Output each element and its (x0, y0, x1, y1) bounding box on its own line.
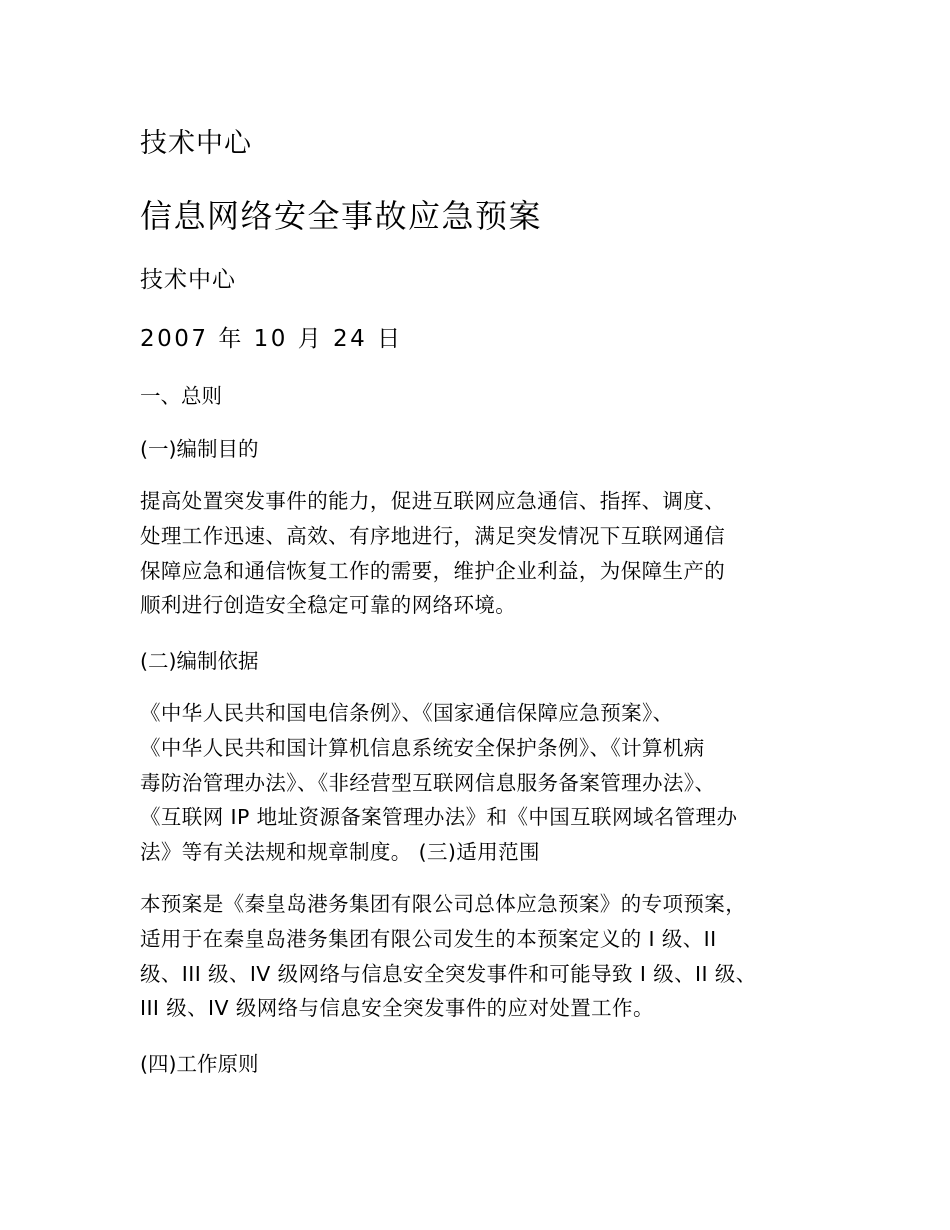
paragraph-line: 《中华人民共和国电信条例》、《国家通信保障应急预案》、 (140, 701, 674, 725)
paragraph-line: 顺利进行创造安全稳定可靠的网络环境。 (140, 593, 517, 618)
purpose-paragraph (140, 484, 830, 623)
paragraph-line: 《中华人民共和国计算机信息系统安全保护条例》、《计算机病 (140, 735, 705, 760)
purpose-heading: (一)编制目的 (140, 437, 259, 461)
document-title: 信息网络安全事故应急预案 (140, 197, 543, 235)
paragraph-line: 本预案是《秦皇岛港务集团有限公司总体应急预案》的专项预案， (140, 892, 747, 916)
document-page (140, 0, 830, 1230)
department-name: 技术中心 (140, 267, 236, 293)
basis-heading: (二)编制依据 (140, 649, 259, 673)
paragraph-line: 适用于在秦皇岛港务集团有限公司发生的本预案定义的 I 级、II (140, 926, 717, 951)
section-general-heading: 一、总则 (140, 384, 222, 408)
paragraph-line: III 级、IV 级网络与信息安全突发事件的应对处置工作。 (140, 996, 654, 1021)
paragraph-line: 处理工作迅速、高效、有序地进行，满足突发情况下互联网通信 (140, 523, 726, 548)
paragraph-line: 保障应急和通信恢复工作的需要，维护企业利益，为保障生产的 (140, 558, 726, 583)
basis-paragraph (140, 696, 830, 870)
org-name: 技术中心 (140, 128, 252, 159)
paragraph-line: 级、III 级、IV 级网络与信息安全突发事件和可能导致 I 级、II 级、 (140, 961, 757, 986)
document-date: 2007 年 10 月 24 日 (140, 326, 403, 352)
scope-paragraph (140, 887, 830, 1026)
paragraph-line: 法》等有关法规和规章制度。 (三)适用范围 (140, 840, 540, 865)
paragraph-line: 提高处置突发事件的能力，促进互联网应急通信、指挥、调度、 (140, 489, 726, 513)
paragraph-line: 《互联网 IP 地址资源备案管理办法》和《中国互联网域名管理办 (140, 805, 738, 830)
paragraph-line: 毒防治管理办法》、《非经营型互联网信息服务备案管理办法》、 (140, 770, 716, 795)
principles-heading: (四)工作原则 (140, 1052, 259, 1076)
